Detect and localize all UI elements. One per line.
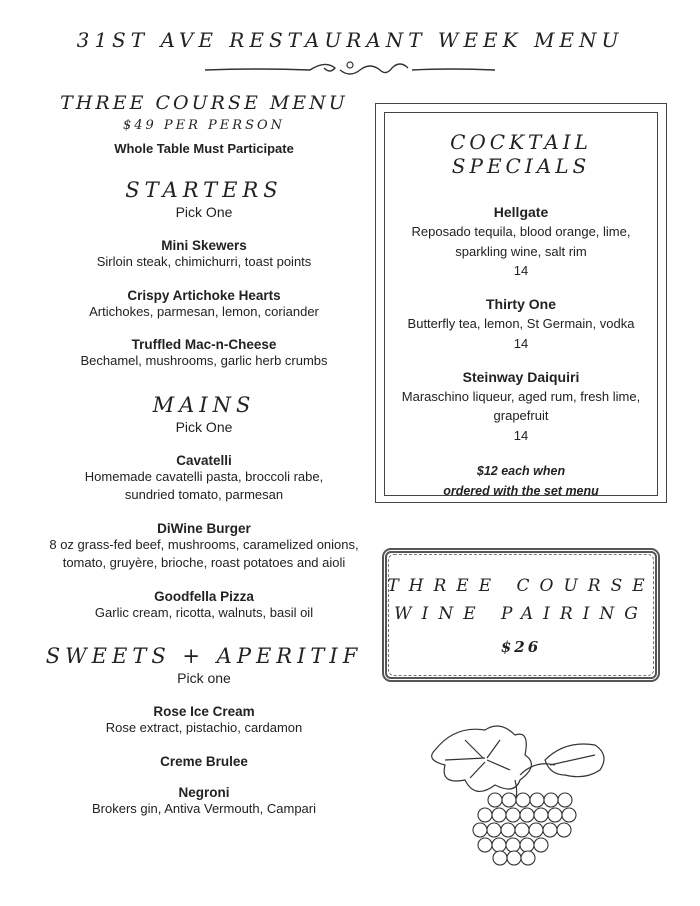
- cocktail-name: Hellgate: [493, 204, 549, 220]
- grape-icon: [473, 823, 487, 837]
- sweets-pick: Pick one: [177, 670, 231, 686]
- grape-icon: [530, 793, 544, 807]
- menu-item: [0, 785, 408, 819]
- grape-icon: [501, 823, 515, 837]
- grape-icon: [557, 823, 571, 837]
- cocktail-note-line: $12 each when: [476, 463, 566, 478]
- grape-icon: [521, 851, 535, 865]
- menu-item-desc: Bechamel, mushrooms, garlic herb crumbs: [80, 353, 328, 368]
- mains-list: [0, 453, 408, 623]
- menu-item-desc: tomato, gruyère, brioche, roast potatoes and aioli: [62, 555, 346, 570]
- grape-icon: [529, 823, 543, 837]
- menu-price: $49 PER PERSON: [122, 118, 286, 133]
- grape-icon: [548, 808, 562, 822]
- menu-item-name: Goodfella Pizza: [154, 588, 254, 604]
- cocktail-title: COCKTAIL SPECIALS: [450, 130, 592, 178]
- menu-item-desc: Homemade cavatelli pasta, broccoli rabe,: [84, 468, 324, 484]
- table-note: Whole Table Must Participate: [114, 141, 294, 156]
- grape-icon: [516, 793, 530, 807]
- cocktail-name: Steinway Daiquiri: [462, 368, 580, 385]
- cocktail-price: 14: [513, 263, 529, 278]
- grape-icon: [558, 793, 572, 807]
- sweets-heading: SWEETS + APERITIF: [45, 644, 363, 668]
- menu-item-name: DiWine Burger: [157, 520, 251, 536]
- menu-item: [0, 337, 408, 371]
- grape-icon: [534, 838, 548, 852]
- menu-item: [0, 589, 408, 623]
- menu-item-desc: Garlic cream, ricotta, walnuts, basil oil: [94, 604, 314, 620]
- starters-pick: Pick One: [175, 204, 233, 220]
- menu-item-name: Creme Brulee: [160, 753, 248, 769]
- grape-icon: [478, 838, 492, 852]
- grape-icon: [488, 793, 502, 807]
- grape-icon: [507, 851, 521, 865]
- menu-item-desc: Brokers gin, Antiva Vermouth, Campari: [92, 800, 316, 816]
- grape-icon: [487, 823, 501, 837]
- menu-left-column: [0, 92, 408, 834]
- wine-pairing: [382, 572, 660, 656]
- grapes-illustration-icon: [425, 720, 615, 870]
- grape-icon: [515, 823, 529, 837]
- cocktail-item: [386, 204, 656, 280]
- menu-item: [0, 704, 408, 738]
- menu-item-name: Rose Ice Cream: [153, 704, 255, 719]
- grape-icon: [478, 808, 492, 822]
- page-title: 31ST AVE RESTAURANT WEEK MENU: [76, 28, 624, 52]
- cocktail-desc: Maraschino liqueur, aged rum, fresh lime,: [401, 388, 641, 404]
- menu-item-desc: 8 oz grass-fed beef, mushrooms, caramelized onions,: [49, 536, 359, 552]
- mains-pick: Pick One: [175, 418, 233, 435]
- grape-icon: [520, 838, 534, 852]
- cocktail-item: [386, 369, 656, 445]
- wine-line-2: WINE PAIRING: [394, 604, 648, 624]
- menu-item: [0, 288, 408, 322]
- grape-icon: [543, 823, 557, 837]
- cocktail-price: 14: [513, 427, 529, 443]
- menu-item-desc: sundried tomato, parmesan: [124, 487, 284, 502]
- menu-item-name: Mini Skewers: [161, 238, 247, 253]
- menu-item: [0, 453, 408, 505]
- cocktail-name: Thirty One: [485, 296, 556, 312]
- cocktail-desc: Butterfly tea, lemon, St Germain, vodka: [407, 316, 635, 331]
- menu-item: [0, 521, 408, 573]
- grape-icon: [506, 838, 520, 852]
- grape-icon: [534, 808, 548, 822]
- cocktail-desc: Reposado tequila, blood orange, lime,: [411, 224, 631, 239]
- menu-item-desc: Artichokes, parmesan, lemon, coriander: [89, 303, 319, 319]
- three-course-menu-title: THREE COURSE MENU: [60, 92, 348, 114]
- starters-list: [0, 238, 408, 371]
- grape-icon: [492, 838, 506, 852]
- grape-icon: [506, 808, 520, 822]
- menu-item-name: Truffled Mac-n-Cheese: [131, 337, 277, 352]
- menu-item: [0, 238, 408, 272]
- menu-item-desc: Sirloin steak, chimichurri, toast points: [96, 254, 312, 269]
- grape-icon: [520, 808, 534, 822]
- sweets-list: [0, 704, 408, 818]
- grape-icon: [493, 851, 507, 865]
- cocktail-specials: [386, 130, 656, 501]
- menu-item-desc: Rose extract, pistachio, cardamon: [105, 720, 303, 735]
- cocktail-desc: sparkling wine, salt rim: [455, 243, 587, 259]
- grape-icon: [562, 808, 576, 822]
- cocktail-note-line: ordered with the set menu: [443, 483, 599, 498]
- flourish-divider-icon: [200, 56, 500, 80]
- starters-heading: STARTERS: [125, 178, 283, 202]
- cocktail-list: [386, 204, 656, 445]
- mains-heading: MAINS: [152, 392, 256, 417]
- menu-item-name: Crispy Artichoke Hearts: [127, 287, 281, 303]
- cocktail-item: [386, 296, 656, 353]
- menu-item-name: Cavatelli: [176, 452, 232, 468]
- menu-item-name: Negroni: [178, 784, 230, 800]
- cocktail-note: [386, 461, 656, 501]
- grape-icon: [544, 793, 558, 807]
- cocktail-desc: grapefruit: [493, 408, 549, 423]
- menu-item: [0, 754, 408, 769]
- cocktail-price: 14: [513, 335, 529, 351]
- grape-icon: [502, 793, 516, 807]
- grape-icon: [492, 808, 506, 822]
- wine-line-1: THREE COURSE: [387, 576, 655, 596]
- wine-price: $26: [500, 638, 542, 656]
